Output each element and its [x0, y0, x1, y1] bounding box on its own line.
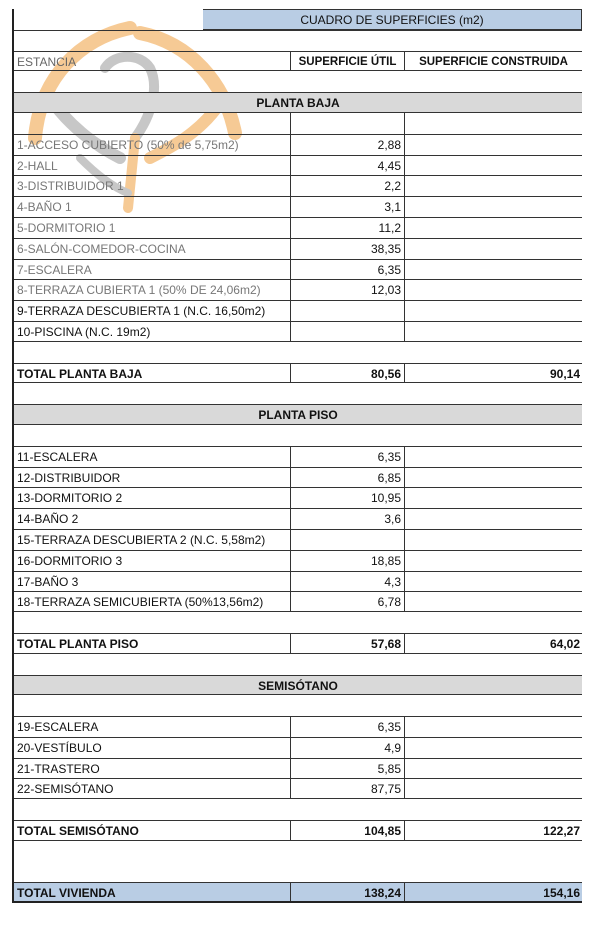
estancia-cell: 17-BAÑO 3 [14, 572, 291, 592]
table-row [14, 155, 582, 176]
estancia-cell: 12-DISTRIBUIDOR [14, 468, 291, 488]
table-row [14, 716, 582, 737]
total-label: TOTAL PLANTA PISO [14, 634, 291, 653]
superficie-util-cell: 2,88 [291, 135, 405, 155]
superficie-util-cell: 5,85 [291, 759, 405, 779]
superficie-util-cell: 11,2 [291, 218, 405, 238]
total-util: 104,85 [291, 821, 405, 840]
estancia-cell: 2-HALL [14, 156, 291, 176]
table-row [14, 571, 582, 592]
header-superficie-construida: SUPERFICIE CONSTRUIDA [419, 55, 568, 68]
superficie-util-cell: 4,45 [291, 156, 405, 176]
estancia-cell: 9-TERRAZA DESCUBIERTA 1 (N.C. 16,50m2) [14, 301, 291, 321]
superficie-util-cell [291, 530, 405, 550]
total-util: 57,68 [291, 634, 405, 653]
superficie-util-cell: 6,85 [291, 468, 405, 488]
table-row [14, 529, 582, 550]
table-row [14, 134, 582, 155]
section-semisotano: SEMISÓTANO [14, 675, 582, 696]
total-label: TOTAL SEMISÓTANO [14, 821, 291, 840]
spacer-row [14, 30, 582, 51]
estancia-cell: 1-ACCESO CUBIERTO (50% de 5,75m2) [14, 135, 291, 155]
estancia-cell: 6-SALÓN-COMEDOR-COCINA [14, 239, 291, 259]
table-row [14, 217, 582, 238]
estancia-cell: 7-ESCALERA [14, 260, 291, 280]
total-construida: 122,27 [543, 824, 580, 839]
title-row [14, 9, 582, 30]
superficie-util-cell: 87,75 [291, 779, 405, 798]
estancia-cell: 13-DORMITORIO 2 [14, 488, 291, 508]
estancia-cell: 18-TERRAZA SEMICUBIERTA (50%13,56m2) [14, 592, 291, 611]
total-util: 80,56 [291, 364, 405, 383]
table-row [14, 778, 582, 799]
section-planta-piso: PLANTA PISO [14, 404, 582, 425]
spacer-row [14, 799, 582, 820]
section-planta-baja: PLANTA BAJA [14, 92, 582, 113]
estancia-cell: 10-PISCINA (N.C. 19m2) [14, 322, 291, 341]
total-vivienda-label: TOTAL VIVIENDA [14, 883, 291, 901]
estancia-cell: 4-BAÑO 1 [14, 197, 291, 217]
table-row [14, 591, 582, 612]
table-row [14, 175, 582, 196]
total-planta-piso-row [14, 633, 582, 654]
superficie-util-cell [291, 322, 405, 341]
estancia-cell: 3-DISTRIBUIDOR 1 [14, 176, 291, 196]
superficie-util-cell: 3,1 [291, 197, 405, 217]
total-planta-baja-row [14, 363, 582, 384]
table-row [14, 446, 582, 467]
estancia-cell: 5-DORMITORIO 1 [14, 218, 291, 238]
spacer-row [14, 342, 582, 363]
superficie-util-cell: 6,35 [291, 447, 405, 467]
total-construida: 64,02 [549, 636, 580, 651]
table-row [14, 508, 582, 529]
total-semisotano-row [14, 820, 582, 841]
table-title: CUADRO DE SUPERFICIES (m2) [203, 9, 582, 30]
estancia-cell: 8-TERRAZA CUBIERTA 1 (50% DE 24,06m2) [14, 280, 291, 300]
superficie-util-cell: 2,2 [291, 176, 405, 196]
header-row [14, 51, 582, 72]
total-construida: 90,14 [549, 366, 580, 381]
total-vivienda-util: 138,24 [291, 883, 405, 901]
spacer-row [14, 113, 582, 134]
spacer-row [14, 71, 582, 92]
superficie-util-cell: 4,9 [291, 738, 405, 758]
table-row [14, 758, 582, 779]
spacer-row [14, 841, 582, 862]
spacer-row [14, 383, 582, 404]
header-superficie-util: SUPERFICIE ÚTIL [291, 52, 405, 71]
estancia-cell: 20-VESTÍBULO [14, 738, 291, 758]
estancia-cell: 14-BAÑO 2 [14, 509, 291, 529]
table-row [14, 550, 582, 571]
total-vivienda-construida: 154,16 [543, 886, 580, 901]
table-row [14, 279, 582, 300]
total-label: TOTAL PLANTA BAJA [14, 364, 291, 383]
spacer-row [14, 695, 582, 716]
superficie-util-cell: 4,3 [291, 572, 405, 592]
table-row [14, 487, 582, 508]
superficie-util-cell: 6,35 [291, 717, 405, 737]
estancia-cell: 21-TRASTERO [14, 759, 291, 779]
superficie-util-cell: 10,95 [291, 488, 405, 508]
superficie-util-cell: 6,35 [291, 260, 405, 280]
table-row [14, 321, 582, 342]
superficie-util-cell: 38,35 [291, 239, 405, 259]
estancia-cell: 22-SEMISÓTANO [14, 779, 291, 798]
table-row [14, 467, 582, 488]
estancia-cell: 15-TERRAZA DESCUBIERTA 2 (N.C. 5,58m2) [14, 530, 291, 550]
total-vivienda-row [14, 882, 582, 903]
superficie-util-cell [291, 301, 405, 321]
table-row [14, 259, 582, 280]
table-row [14, 300, 582, 321]
superficie-util-cell: 3,6 [291, 509, 405, 529]
estancia-cell: 16-DORMITORIO 3 [14, 551, 291, 571]
superficie-util-cell: 6,78 [291, 592, 405, 611]
header-estancia: ESTANCIA [14, 52, 291, 71]
spacer-row [14, 612, 582, 633]
spacer-row [14, 425, 582, 446]
superficie-util-cell: 18,85 [291, 551, 405, 571]
table-row [14, 196, 582, 217]
table-row [14, 238, 582, 259]
spacer-row [14, 862, 582, 883]
surface-table [12, 9, 582, 903]
spacer-row [14, 654, 582, 675]
estancia-cell: 19-ESCALERA [14, 717, 291, 737]
estancia-cell: 11-ESCALERA [14, 447, 291, 467]
superficie-util-cell: 12,03 [291, 280, 405, 300]
table-row [14, 737, 582, 758]
